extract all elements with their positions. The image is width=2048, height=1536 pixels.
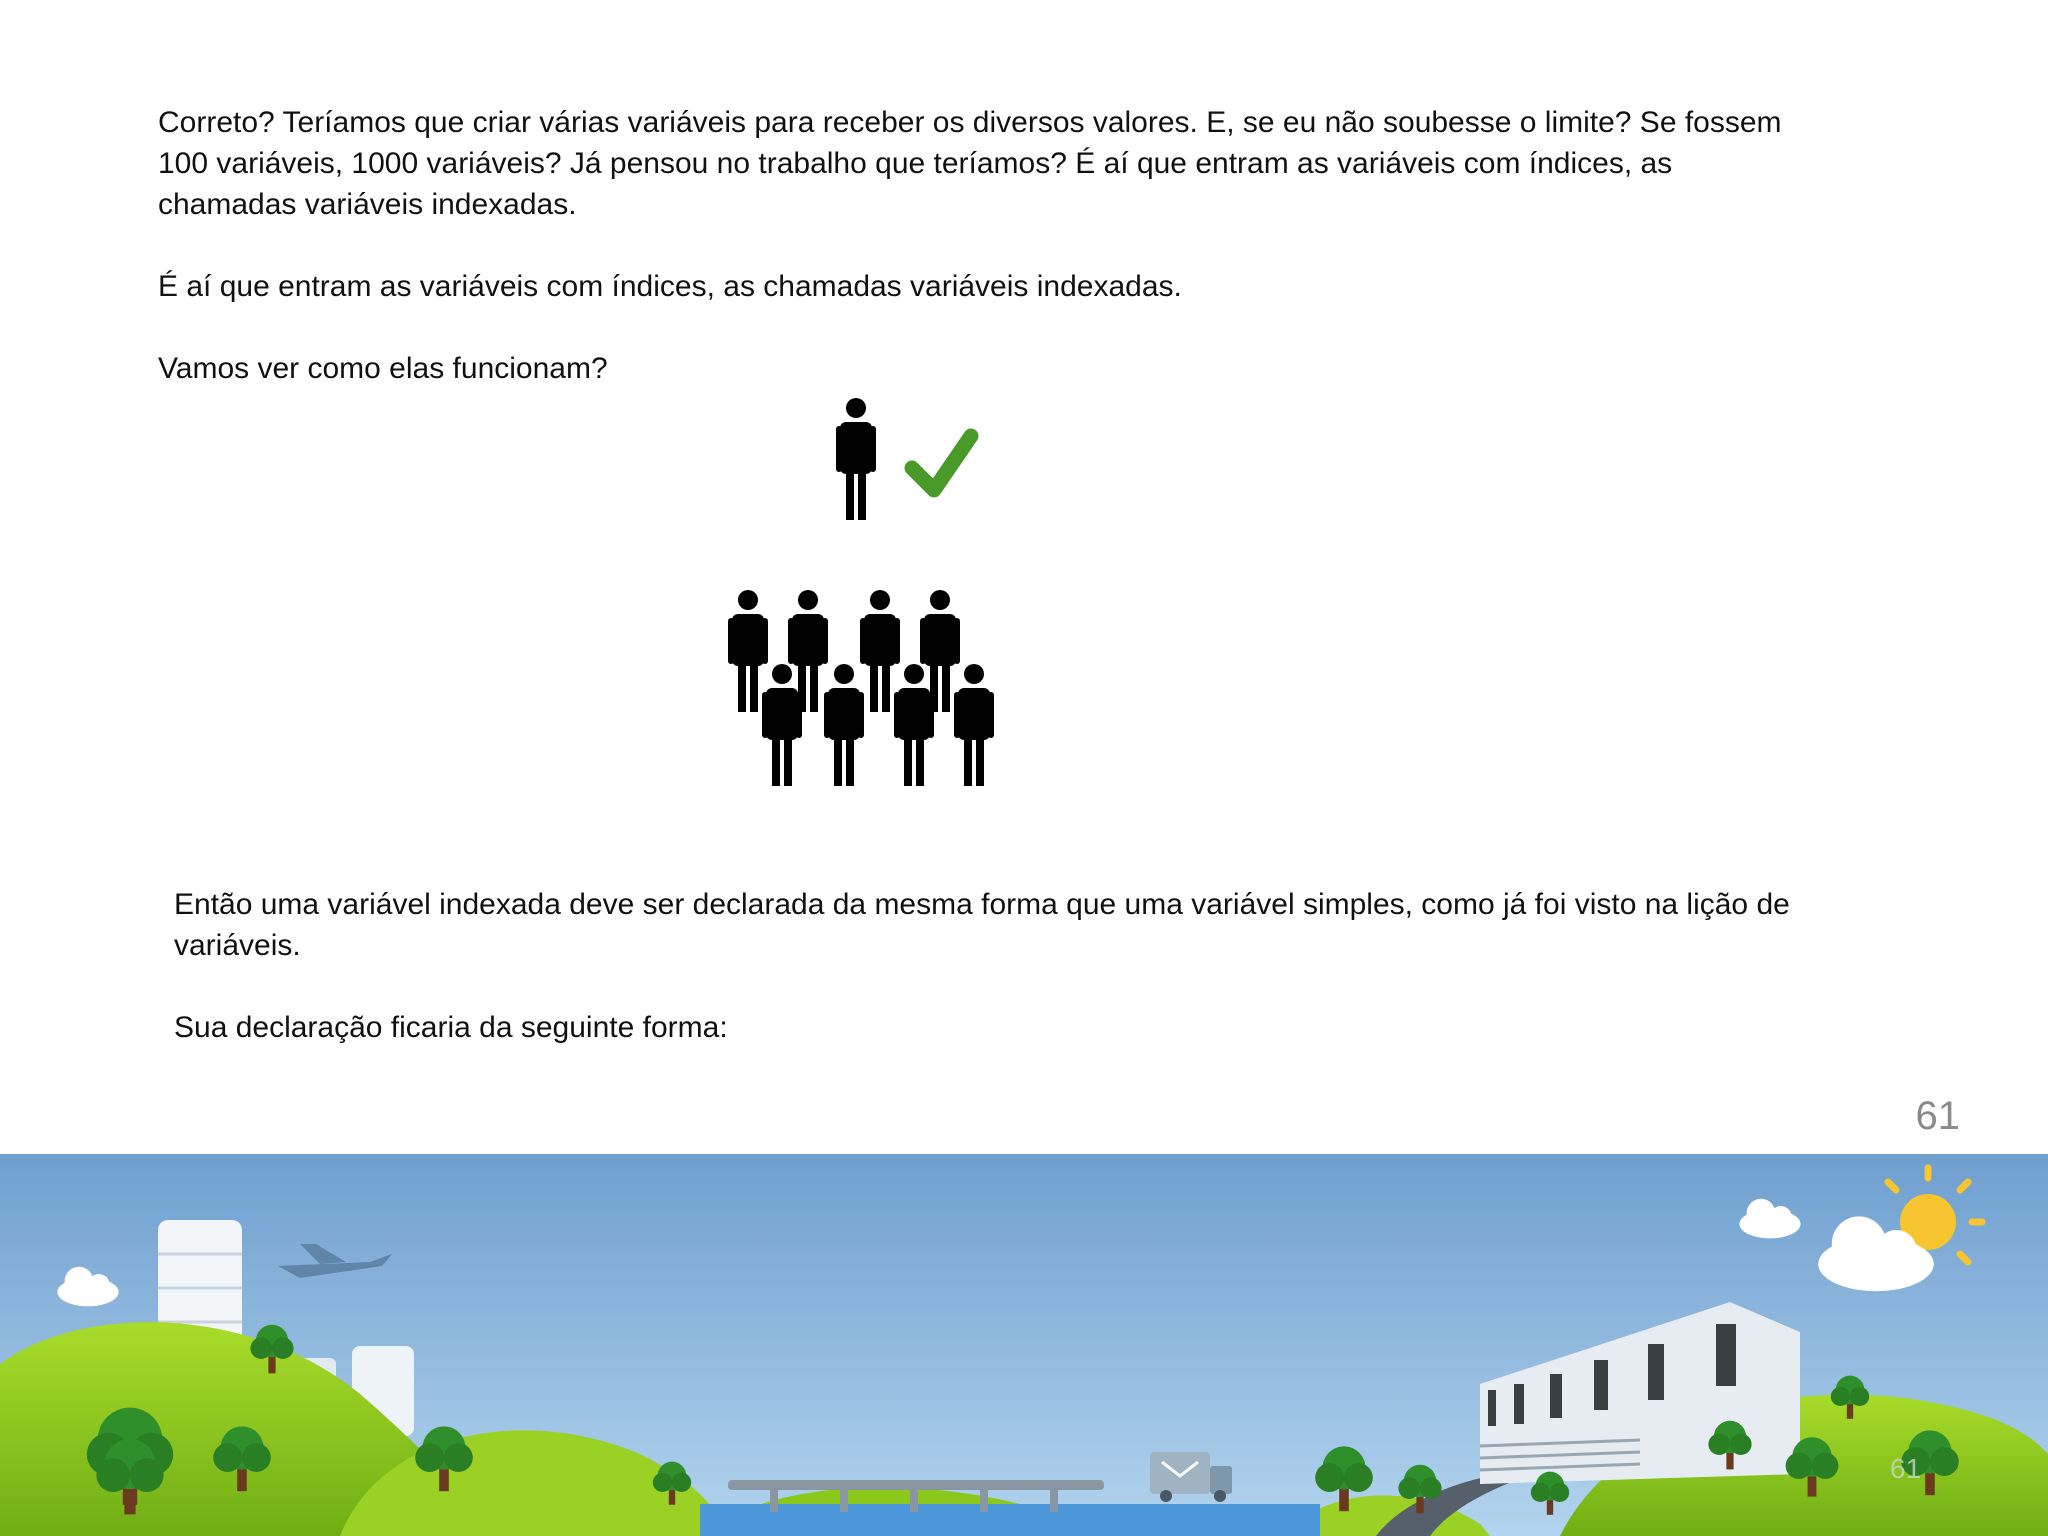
footer-page-number: 61 — [1890, 1453, 1922, 1484]
paragraph-declaration: Então uma variável indexada deve ser declarada da mesma forma que uma variável simples, como já foi visto na lição de variáveis. — [174, 888, 1790, 962]
footer-landscape — [0, 1154, 2048, 1536]
paragraph-declaration-form: Sua declaração ficaria da seguinte forma: — [174, 1011, 728, 1044]
people-illustration — [690, 390, 1030, 810]
river — [700, 1504, 1320, 1536]
page-number: 61 — [1915, 1094, 1960, 1138]
single-person-icon — [836, 398, 876, 520]
paragraph-indexed-variables: É aí que entram as variáveis com índices, as chamadas variáveis indexadas. — [158, 270, 1182, 303]
paragraph-intro: Correto? Teríamos que criar várias variáveis para receber os diversos valores. E, se eu não soubesse o limite? Se fossem 100 variáveis, 1000 variáveis? Já pensou no trabalho que teríamos? É aí que entram as variáveis com índices, as chamadas variáveis indexadas. — [158, 106, 1782, 221]
paragraph-question: Vamos ver como elas funcionam? — [158, 352, 608, 385]
checkmark-icon — [912, 436, 971, 490]
group-of-people-icon — [728, 590, 994, 786]
